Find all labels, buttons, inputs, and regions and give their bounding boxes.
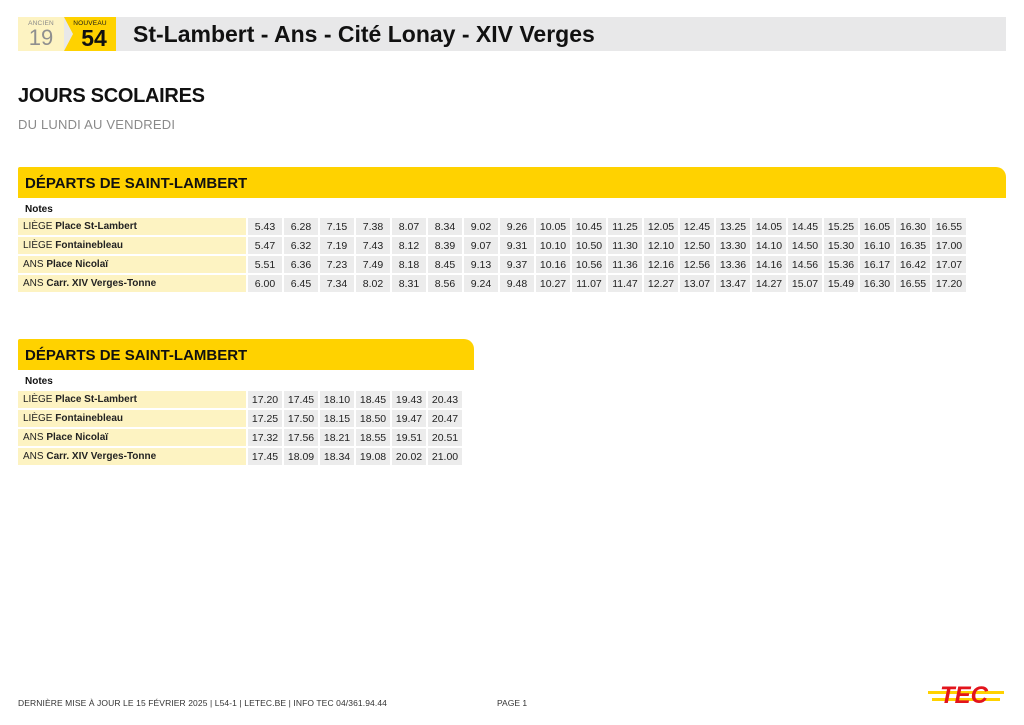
departure-time-cell: 15.36 — [824, 256, 858, 273]
stop-name-cell — [18, 410, 246, 427]
departure-time-cell: 16.30 — [860, 275, 894, 292]
stop-name-cell — [18, 448, 246, 465]
day-type-title: JOURS SCOLAIRES — [18, 85, 205, 107]
table-row — [18, 448, 462, 465]
departure-time-cell: 9.13 — [464, 256, 498, 273]
departure-time-cell: 12.16 — [644, 256, 678, 273]
stop-name: Place Nicolaï — [46, 432, 109, 443]
departure-time-cell: 7.15 — [320, 218, 354, 235]
departure-time-cell: 8.07 — [392, 218, 426, 235]
timetable-1-banner — [18, 167, 1006, 198]
tec-logo — [928, 678, 1006, 712]
departure-time-cell: 7.23 — [320, 256, 354, 273]
table-row — [18, 410, 462, 427]
departure-time-cell: 9.24 — [464, 275, 498, 292]
departure-time-cell: 8.18 — [392, 256, 426, 273]
departure-time-cell: 7.49 — [356, 256, 390, 273]
departure-time-cell: 10.05 — [536, 218, 570, 235]
departure-time-cell: 6.28 — [284, 218, 318, 235]
timetable-2-banner — [18, 339, 474, 370]
stop-city: LIÈGE — [23, 394, 53, 405]
table-row — [18, 429, 462, 446]
departure-time-cell: 8.39 — [428, 237, 462, 254]
departure-time-cell: 18.55 — [356, 429, 390, 446]
stop-name-cell — [18, 391, 246, 408]
departure-time-cell: 7.43 — [356, 237, 390, 254]
departure-time-cell: 13.25 — [716, 218, 750, 235]
departure-time-cell: 16.55 — [932, 218, 966, 235]
departure-time-cell: 18.21 — [320, 429, 354, 446]
departure-time-cell: 5.51 — [248, 256, 282, 273]
departure-time-cell: 17.07 — [932, 256, 966, 273]
departure-time-cell: 5.43 — [248, 218, 282, 235]
departure-time-cell: 16.35 — [896, 237, 930, 254]
departure-time-cell: 14.05 — [752, 218, 786, 235]
timetable-2 — [16, 389, 464, 467]
table-row — [18, 275, 966, 292]
departure-time-cell: 7.38 — [356, 218, 390, 235]
departure-time-cell: 10.50 — [572, 237, 606, 254]
table-row — [18, 256, 966, 273]
departure-time-cell: 12.56 — [680, 256, 714, 273]
stop-name-cell — [18, 429, 246, 446]
departure-time-cell: 12.27 — [644, 275, 678, 292]
stop-city: LIÈGE — [23, 221, 53, 232]
departure-time-cell: 16.17 — [860, 256, 894, 273]
page-number: PAGE 1 — [497, 698, 528, 708]
departure-time-cell: 14.45 — [788, 218, 822, 235]
stop-city: ANS — [23, 278, 44, 289]
departure-time-cell: 18.45 — [356, 391, 390, 408]
departure-time-cell: 10.16 — [536, 256, 570, 273]
departure-time-cell: 19.47 — [392, 410, 426, 427]
departure-time-cell: 14.10 — [752, 237, 786, 254]
departure-time-cell: 6.00 — [248, 275, 282, 292]
timetable-1-notes-label: Notes — [25, 204, 53, 215]
departure-time-cell: 17.32 — [248, 429, 282, 446]
stop-city: ANS — [23, 451, 44, 462]
stop-name-cell — [18, 256, 246, 273]
departure-time-cell: 9.02 — [464, 218, 498, 235]
departure-time-cell: 8.02 — [356, 275, 390, 292]
table-row — [18, 391, 462, 408]
departure-time-cell: 17.45 — [284, 391, 318, 408]
stop-city: LIÈGE — [23, 413, 53, 424]
departure-time-cell: 11.25 — [608, 218, 642, 235]
departure-time-cell: 18.15 — [320, 410, 354, 427]
departure-time-cell: 20.51 — [428, 429, 462, 446]
stop-name: Place St-Lambert — [55, 394, 137, 405]
stop-name: Place Nicolaï — [46, 259, 109, 270]
departure-time-cell: 19.43 — [392, 391, 426, 408]
departure-time-cell: 6.45 — [284, 275, 318, 292]
departure-time-cell: 17.20 — [248, 391, 282, 408]
departure-time-cell: 14.16 — [752, 256, 786, 273]
departure-time-cell: 15.25 — [824, 218, 858, 235]
departure-time-cell: 12.10 — [644, 237, 678, 254]
new-line-number: 54 — [81, 25, 107, 51]
departure-time-cell: 8.12 — [392, 237, 426, 254]
departure-time-cell: 14.50 — [788, 237, 822, 254]
old-line-badge — [18, 17, 64, 51]
departure-time-cell: 19.51 — [392, 429, 426, 446]
departure-time-cell: 17.45 — [248, 448, 282, 465]
departure-time-cell: 13.47 — [716, 275, 750, 292]
departure-time-cell: 7.19 — [320, 237, 354, 254]
day-type-subtitle: DU LUNDI AU VENDREDI — [18, 117, 176, 132]
departure-time-cell: 20.47 — [428, 410, 462, 427]
stop-name: Fontainebleau — [55, 240, 124, 251]
departure-time-cell: 13.07 — [680, 275, 714, 292]
departure-time-cell: 9.31 — [500, 237, 534, 254]
departure-time-cell: 9.07 — [464, 237, 498, 254]
departure-time-cell: 16.10 — [860, 237, 894, 254]
departure-time-cell: 17.56 — [284, 429, 318, 446]
departure-time-cell: 17.20 — [932, 275, 966, 292]
departure-time-cell: 15.30 — [824, 237, 858, 254]
departure-time-cell: 5.47 — [248, 237, 282, 254]
departure-time-cell: 9.37 — [500, 256, 534, 273]
departure-time-cell: 6.32 — [284, 237, 318, 254]
stop-name-cell — [18, 218, 246, 235]
departure-time-cell: 10.56 — [572, 256, 606, 273]
departure-time-cell: 11.07 — [572, 275, 606, 292]
departure-time-cell: 17.25 — [248, 410, 282, 427]
stop-city: ANS — [23, 259, 44, 270]
departure-time-cell: 21.00 — [428, 448, 462, 465]
timetable-2-notes-label: Notes — [25, 376, 53, 387]
departure-time-cell: 11.36 — [608, 256, 642, 273]
stop-name: Place St-Lambert — [55, 221, 137, 232]
stop-name: Fontainebleau — [55, 413, 124, 424]
stop-name-cell — [18, 237, 246, 254]
departure-time-cell: 20.02 — [392, 448, 426, 465]
departure-time-cell: 11.47 — [608, 275, 642, 292]
departure-time-cell: 13.36 — [716, 256, 750, 273]
departure-time-cell: 7.34 — [320, 275, 354, 292]
departure-time-cell: 12.45 — [680, 218, 714, 235]
departure-time-cell: 12.50 — [680, 237, 714, 254]
departure-time-cell: 10.27 — [536, 275, 570, 292]
departure-time-cell: 16.55 — [896, 275, 930, 292]
departure-time-cell: 10.10 — [536, 237, 570, 254]
departure-time-cell: 8.45 — [428, 256, 462, 273]
departure-time-cell: 8.34 — [428, 218, 462, 235]
stop-name: Carr. XIV Verges-Tonne — [46, 278, 157, 289]
departure-time-cell: 19.08 — [356, 448, 390, 465]
stop-name-cell — [18, 275, 246, 292]
old-line-number: 19 — [28, 25, 54, 50]
footer-info: DERNIÈRE MISE À JOUR LE 15 FÉVRIER 2025 | L54-1 | LETEC.BE | INFO TEC 04/361.94.44 — [18, 698, 387, 708]
table-row — [18, 237, 966, 254]
route-title: St-Lambert - Ans - Cité Lonay - XIV Verges — [133, 21, 595, 47]
stop-name: Carr. XIV Verges-Tonne — [46, 451, 157, 462]
departure-time-cell: 15.49 — [824, 275, 858, 292]
departure-time-cell: 12.05 — [644, 218, 678, 235]
departure-time-cell: 16.05 — [860, 218, 894, 235]
departure-time-cell: 9.48 — [500, 275, 534, 292]
departure-time-cell: 13.30 — [716, 237, 750, 254]
departure-time-cell: 9.26 — [500, 218, 534, 235]
departure-time-cell: 17.00 — [932, 237, 966, 254]
departure-time-cell: 17.50 — [284, 410, 318, 427]
departure-time-cell: 18.10 — [320, 391, 354, 408]
departure-time-cell: 18.50 — [356, 410, 390, 427]
new-line-badge — [64, 17, 116, 51]
departure-time-cell: 11.30 — [608, 237, 642, 254]
departure-time-cell: 15.07 — [788, 275, 822, 292]
timetable-1-title: DÉPARTS DE SAINT-LAMBERT — [25, 175, 248, 192]
old-line-label: ANCIEN — [28, 20, 54, 27]
timetable-1 — [16, 216, 968, 294]
svg-text:TEC: TEC — [940, 682, 988, 709]
timetable-2-title: DÉPARTS DE SAINT-LAMBERT — [25, 347, 248, 364]
departure-time-cell: 8.56 — [428, 275, 462, 292]
departure-time-cell: 16.42 — [896, 256, 930, 273]
stop-city: LIÈGE — [23, 240, 53, 251]
departure-time-cell: 8.31 — [392, 275, 426, 292]
table-row — [18, 218, 966, 235]
departure-time-cell: 10.45 — [572, 218, 606, 235]
departure-time-cell: 18.34 — [320, 448, 354, 465]
departure-time-cell: 18.09 — [284, 448, 318, 465]
departure-time-cell: 14.27 — [752, 275, 786, 292]
departure-time-cell: 14.56 — [788, 256, 822, 273]
stop-city: ANS — [23, 432, 44, 443]
departure-time-cell: 6.36 — [284, 256, 318, 273]
new-line-label: NOUVEAU — [73, 20, 107, 27]
departure-time-cell: 16.30 — [896, 218, 930, 235]
departure-time-cell: 20.43 — [428, 391, 462, 408]
